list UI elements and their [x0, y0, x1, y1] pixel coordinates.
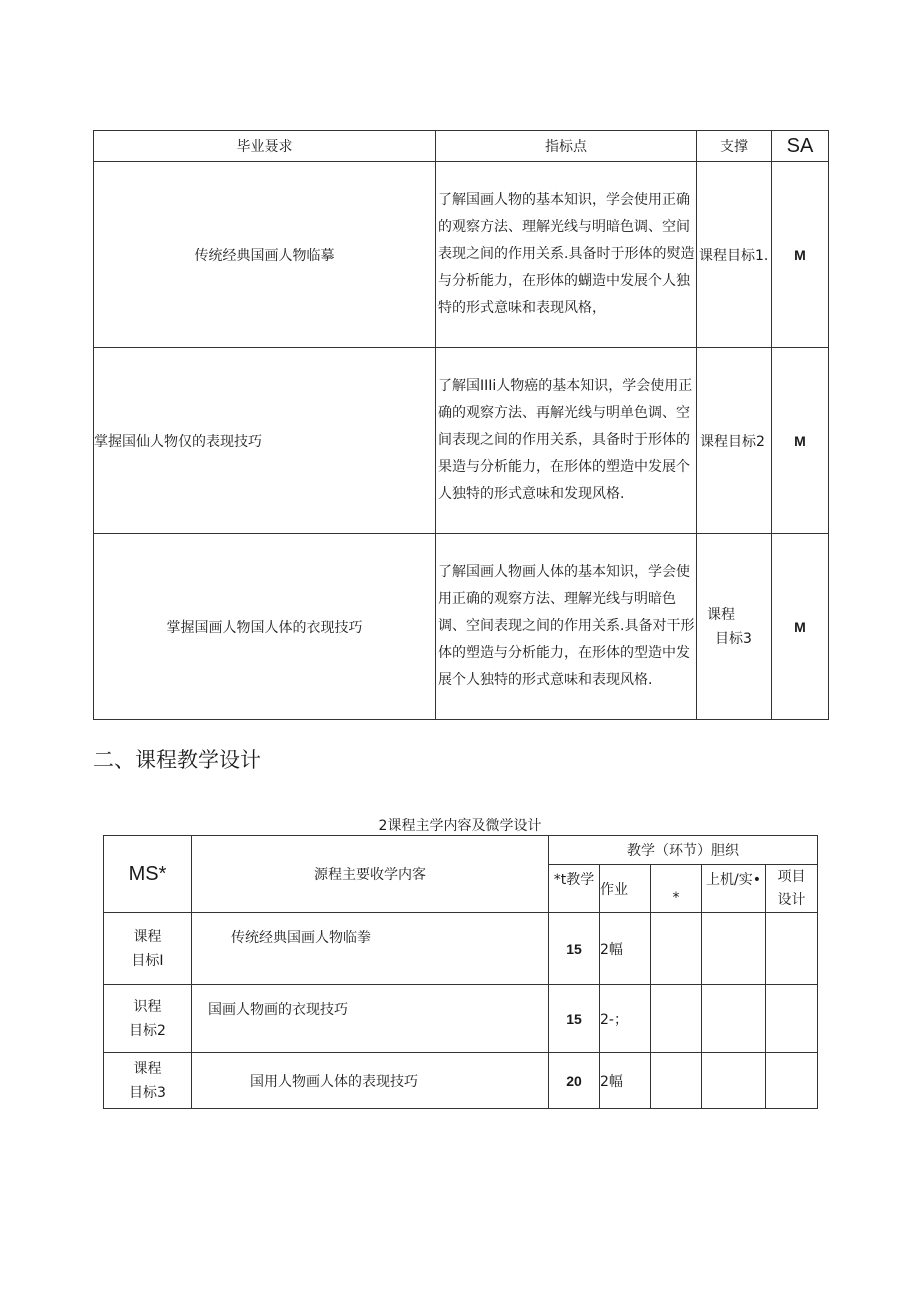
table-header-row	[104, 836, 818, 865]
header-requirement: 毕业聂求	[94, 131, 436, 162]
table-row	[94, 348, 829, 534]
subheader-lab: 上机/实•	[702, 865, 766, 913]
empty-cell	[702, 913, 766, 985]
subheader-project-line-2: 设计	[777, 891, 806, 908]
table-header-row	[94, 131, 829, 162]
empty-cell	[766, 913, 818, 985]
empty-cell	[766, 1053, 818, 1109]
goal-cell	[104, 985, 192, 1053]
homework-cell: 2幅	[600, 1053, 651, 1109]
empty-cell	[702, 985, 766, 1053]
table-row	[94, 534, 829, 720]
level-cell: M	[772, 162, 829, 348]
table-caption: 2课程主学内容及微学设计	[378, 818, 542, 834]
support-cell: 课程目标2	[697, 348, 772, 534]
homework-cell: 2-；	[600, 985, 651, 1053]
teaching-design-table	[103, 835, 818, 1109]
subheader-teach: *t教学	[549, 865, 600, 913]
empty-cell	[651, 1053, 702, 1109]
homework-cell: 2幅	[600, 913, 651, 985]
content-cell: 国用人物画人体的表现技巧	[192, 1053, 549, 1109]
header-support: 支撑	[697, 131, 772, 162]
indicator-cell: 了解国画人物画人体的基本知识，学会使用正确的观察方法、理解光线与明暗色调、空间表现之间的作用关系.具备对干形体的塑造与分析能力，在形体的型造中发展个人独特的形式意味和表现风格.	[436, 534, 697, 720]
empty-cell	[702, 1053, 766, 1109]
support-cell: 课程目标1.	[697, 162, 772, 348]
table-row	[104, 913, 818, 985]
goal-cell	[104, 913, 192, 985]
section-title: 二、课程教学设计	[93, 748, 261, 772]
header-level: SA	[772, 131, 829, 162]
support-cell	[697, 534, 772, 720]
empty-cell	[651, 913, 702, 985]
hours-cell: 20	[549, 1053, 600, 1109]
goal-line-1: 课程	[133, 1060, 162, 1077]
subheader-star: *	[651, 865, 702, 913]
goal-line-1: 识程	[133, 998, 162, 1015]
goal-line-2: 目标I	[131, 952, 164, 969]
content-cell: 国画人物画的衣现技巧	[192, 985, 549, 1053]
empty-cell	[651, 985, 702, 1053]
level-cell: M	[772, 348, 829, 534]
header-indicator: 指标点	[436, 131, 697, 162]
content-cell: 传统经典国画人物临拳	[192, 913, 549, 985]
goal-line-2: 目标3	[129, 1084, 166, 1101]
goal-cell	[104, 1053, 192, 1109]
header-teaching-org: 教学（环节）胆织	[549, 836, 818, 865]
indicator-cell: 了解国IIIi人物癌的基本知识，学会使用正确的观察方法、再解光线与明单色调、空间表现之间的作用关系，具备时于形体的果造与分析能力，在形体的塑造中发展个人独特的形式意味和发现风格.	[436, 348, 697, 534]
support-line-1: 课程	[707, 606, 735, 623]
table-row	[104, 985, 818, 1053]
goal-line-2: 目标2	[129, 1022, 166, 1039]
header-content: 源程主要收学内客	[192, 836, 549, 913]
hours-cell: 15	[549, 985, 600, 1053]
level-cell: M	[772, 534, 829, 720]
requirement-cell: 掌握国仙人物仅的表现技巧	[94, 348, 436, 534]
support-line-2: 目标3	[715, 630, 752, 647]
subheader-project	[766, 865, 818, 913]
requirement-cell: 掌握国画人物国人体的衣现技巧	[94, 534, 436, 720]
indicator-cell: 了解国画人物的基本知识，学会使用正确的观察方法、理解光线与明暗色调、空间表现之间的作用关系.具备时于形体的熨造与分析能力，在形体的蝴造中发展个人独特的形式意味和表现风格，	[436, 162, 697, 348]
table-row	[104, 1053, 818, 1109]
header-goal: MS*	[104, 836, 192, 913]
subheader-homework: 作业	[600, 865, 651, 913]
goal-line-1: 课程	[133, 928, 162, 945]
table-row	[94, 162, 829, 348]
hours-cell: 15	[549, 913, 600, 985]
empty-cell	[766, 985, 818, 1053]
subheader-project-line-1: 项目	[777, 868, 806, 885]
graduation-requirements-table	[93, 130, 829, 720]
requirement-cell: 传统经典国画人物临摹	[94, 162, 436, 348]
